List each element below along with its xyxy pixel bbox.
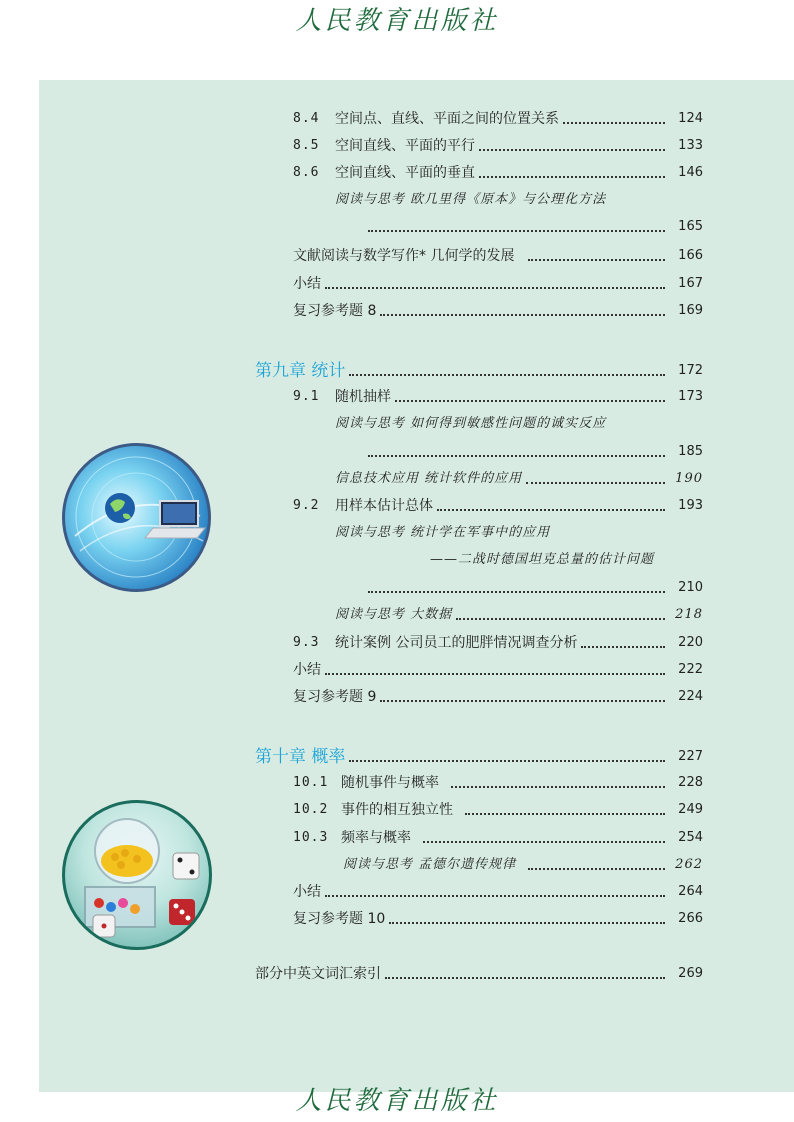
section-number: 10.1 <box>293 775 329 790</box>
entry-title: 随机抽样 <box>335 389 391 405</box>
page-number: 167 <box>678 276 703 291</box>
globe-laptop-illustration <box>62 443 211 592</box>
page-number: 224 <box>678 689 703 704</box>
section-number: 9.1 <box>293 389 320 404</box>
toc-entry[interactable] <box>293 632 703 654</box>
dot-leader <box>380 700 665 702</box>
entry-title: 小结 <box>293 276 321 292</box>
page-number: 185 <box>678 444 703 459</box>
toc-entry[interactable] <box>293 135 703 157</box>
section-number: 9.2 <box>293 498 320 513</box>
dot-leader <box>395 400 665 402</box>
page-number: 172 <box>678 363 703 378</box>
toc-entry[interactable] <box>293 495 703 517</box>
section-number: 9.3 <box>293 635 320 650</box>
entry-title: 文献阅读与数学写作* 几何学的发展 <box>293 248 515 264</box>
dot-leader <box>385 977 665 979</box>
section-number: 8.6 <box>293 165 320 180</box>
dot-leader <box>325 673 665 675</box>
entry-title: 阅读与思考 欧几里得《原本》与公理化方法 <box>335 192 607 207</box>
section-number: 8.5 <box>293 138 320 153</box>
dot-leader <box>563 122 665 124</box>
page-number: 227 <box>678 749 703 764</box>
dot-leader <box>451 786 665 788</box>
chapter-title: 第九章 统计 <box>255 361 346 381</box>
dot-leader <box>479 149 665 151</box>
toc-entry[interactable] <box>293 799 703 821</box>
page-number: 169 <box>678 303 703 318</box>
dot-leader <box>325 895 665 897</box>
publisher-logo-bottom: 人民教育出版社 <box>295 1086 499 1116</box>
dot-leader <box>479 176 665 178</box>
page-number: 269 <box>678 966 703 981</box>
toc-entry-subtitle <box>430 549 703 571</box>
chapter-heading[interactable] <box>255 744 703 768</box>
entry-title: 小结 <box>293 884 321 900</box>
entry-title: 阅读与思考 孟德尔遗传规律 <box>343 857 517 872</box>
toc-entry[interactable] <box>293 108 703 130</box>
publisher-logo-top: 人民教育出版社 <box>295 6 499 36</box>
page-number: 264 <box>678 884 703 899</box>
entry-subtitle: ——二战时德国坦克总量的估计问题 <box>430 552 655 567</box>
globe-laptop-graphic <box>65 446 208 589</box>
toc-entry[interactable] <box>293 162 703 184</box>
entry-title: 阅读与思考 如何得到敏感性问题的诚实反应 <box>335 416 607 431</box>
page-number: 220 <box>678 635 703 650</box>
dot-leader <box>526 482 665 484</box>
dot-leader <box>368 455 665 457</box>
entry-title: 信息技术应用 统计软件的应用 <box>335 471 523 486</box>
chapter-heading[interactable] <box>255 358 703 382</box>
dot-leader <box>368 230 665 232</box>
entry-title: 阅读与思考 统计学在军事中的应用 <box>335 525 551 540</box>
section-number: 10.2 <box>293 802 329 817</box>
entry-title: 部分中英文词汇索引 <box>255 966 381 982</box>
page-number: 249 <box>678 802 703 817</box>
dot-leader <box>368 591 665 593</box>
toc-entry[interactable] <box>293 300 703 322</box>
entry-title: 小结 <box>293 662 321 678</box>
page-number: 166 <box>678 248 703 263</box>
entry-title: 复习参考题 9 <box>293 689 377 705</box>
page-number: 228 <box>678 775 703 790</box>
toc-entry-continuation <box>368 577 703 599</box>
page-number: 222 <box>678 662 703 677</box>
toc-entry[interactable] <box>293 273 703 295</box>
dot-leader <box>349 374 665 376</box>
dot-leader <box>528 259 665 261</box>
section-number: 10.3 <box>293 830 329 845</box>
dot-leader <box>380 314 665 316</box>
entry-title: 统计案例 公司员工的肥胖情况调查分析 <box>335 635 578 651</box>
entry-title: 事件的相互独立性 <box>341 802 453 818</box>
dot-leader <box>581 646 665 648</box>
entry-title: 空间直线、平面的平行 <box>335 138 475 154</box>
lottery-dice-graphic <box>65 803 209 947</box>
page-number: 133 <box>678 138 703 153</box>
dot-leader <box>465 813 665 815</box>
toc-entry[interactable] <box>293 659 703 681</box>
page-number: 254 <box>678 830 703 845</box>
toc-entry-reading[interactable] <box>335 413 703 435</box>
dot-leader <box>437 509 665 511</box>
toc-entry-continuation <box>368 216 703 238</box>
page-number: 146 <box>678 165 703 180</box>
entry-title: 空间点、直线、平面之间的位置关系 <box>335 111 559 127</box>
entry-title: 用样本估计总体 <box>335 498 433 514</box>
dot-leader <box>325 287 665 289</box>
toc-entry[interactable] <box>293 245 703 267</box>
dot-leader <box>456 618 665 620</box>
toc-entry[interactable] <box>293 386 703 408</box>
dot-leader <box>349 760 665 762</box>
dot-leader <box>389 922 665 924</box>
lottery-dice-illustration <box>62 800 212 950</box>
entry-title: 复习参考题 10 <box>293 911 386 927</box>
toc-entry-reading[interactable] <box>335 604 703 626</box>
dot-leader <box>423 841 665 843</box>
page-number: 165 <box>678 219 703 234</box>
page-number: 262 <box>675 857 703 872</box>
toc-entry-reading[interactable] <box>335 189 703 211</box>
toc-entry-reading[interactable] <box>335 522 703 544</box>
toc-entry[interactable] <box>293 772 703 794</box>
entry-title: 随机事件与概率 <box>341 775 439 791</box>
chapter-title: 第十章 概率 <box>255 747 346 767</box>
toc-entry[interactable] <box>293 686 703 708</box>
page-number: 124 <box>678 111 703 126</box>
page-number: 193 <box>678 498 703 513</box>
toc-entry[interactable] <box>335 468 703 490</box>
toc-entry[interactable] <box>293 908 703 930</box>
page-number: 190 <box>675 471 703 486</box>
toc-entry[interactable] <box>293 827 703 849</box>
entry-title: 频率与概率 <box>341 830 411 846</box>
entry-title: 复习参考题 8 <box>293 303 377 319</box>
page-number: 218 <box>675 607 703 622</box>
page-number: 266 <box>678 911 703 926</box>
toc-entry-continuation <box>368 441 703 463</box>
toc-entry[interactable] <box>255 963 703 985</box>
dot-leader <box>528 868 665 870</box>
toc-entry-reading[interactable] <box>343 854 703 876</box>
page-number: 210 <box>678 580 703 595</box>
entry-title: 空间直线、平面的垂直 <box>335 165 475 181</box>
section-number: 8.4 <box>293 111 320 126</box>
toc-entry[interactable] <box>293 881 703 903</box>
entry-title: 阅读与思考 大数据 <box>335 607 453 622</box>
page-number: 173 <box>678 389 703 404</box>
